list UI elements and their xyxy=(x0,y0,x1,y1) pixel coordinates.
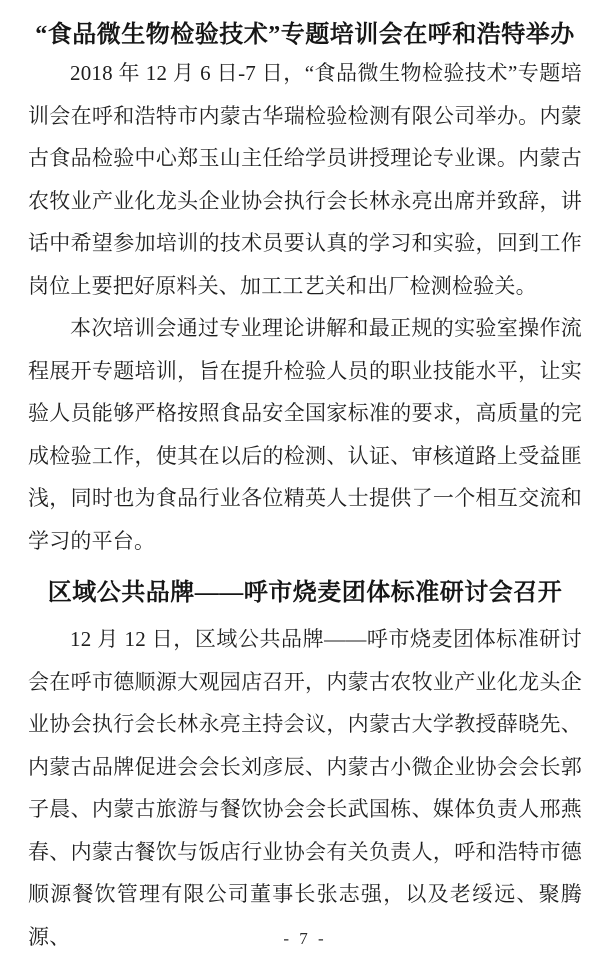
article-1-paragraph-2: 本次培训会通过专业理论讲解和最正规的实验室操作流程展开专题培训，旨在提升检验人员的职业技能水平，让实验人员能够严格按照食品安全国家标准的要求，高质量的完成检验工作，使其在以后的检测、认证、审核道路上受益匪浅，同时也为食品行业各位精英人士提供了一个相互交流和学习的平台。 xyxy=(28,316,582,553)
article-1-paragraph-1: 2018 年 12 月 6 日-7 日，“食品微生物检验技术”专题培训会在呼和浩特市内蒙古华瑞检验检测有限公司举办。内蒙古食品检验中心郑玉山主任给学员讲授理论专业课。内蒙古农牧业产业化龙头企业协会执行会长林永亮出席并致辞，讲话中希望参加培训的技术员要认真的学习和实验，回到工作岗位上要把好原料关、加工工艺关和出厂检测检验关。 xyxy=(28,61,582,298)
article-title-1: “食品微生物检验技术”专题培训会在呼和浩特举办 xyxy=(35,22,575,48)
article-2-paragraph-1: 12 月 12 日，区域公共品牌——呼市烧麦团体标准研讨会在呼市德顺源大观园店召开，内蒙古农牧业产业化龙头企业协会执行会长林永亮主持会议，内蒙古大学教授薛晓先、内蒙古品牌促进会会长刘彦辰、内蒙古小微企业协会会长郭子晨、内蒙古旅游与餐饮协会会长武国栋、媒体负责人邢燕春、内蒙古餐饮与饭店行业协会有关负责人，呼和浩特市德顺源餐饮管理有限公司董事长张志强，以及老绥远、聚腾源、 xyxy=(28,627,582,949)
page-number: - 7 - xyxy=(283,929,327,948)
article-title-2: 区域公共品牌——呼市烧麦团体标准研讨会召开 xyxy=(47,580,563,606)
